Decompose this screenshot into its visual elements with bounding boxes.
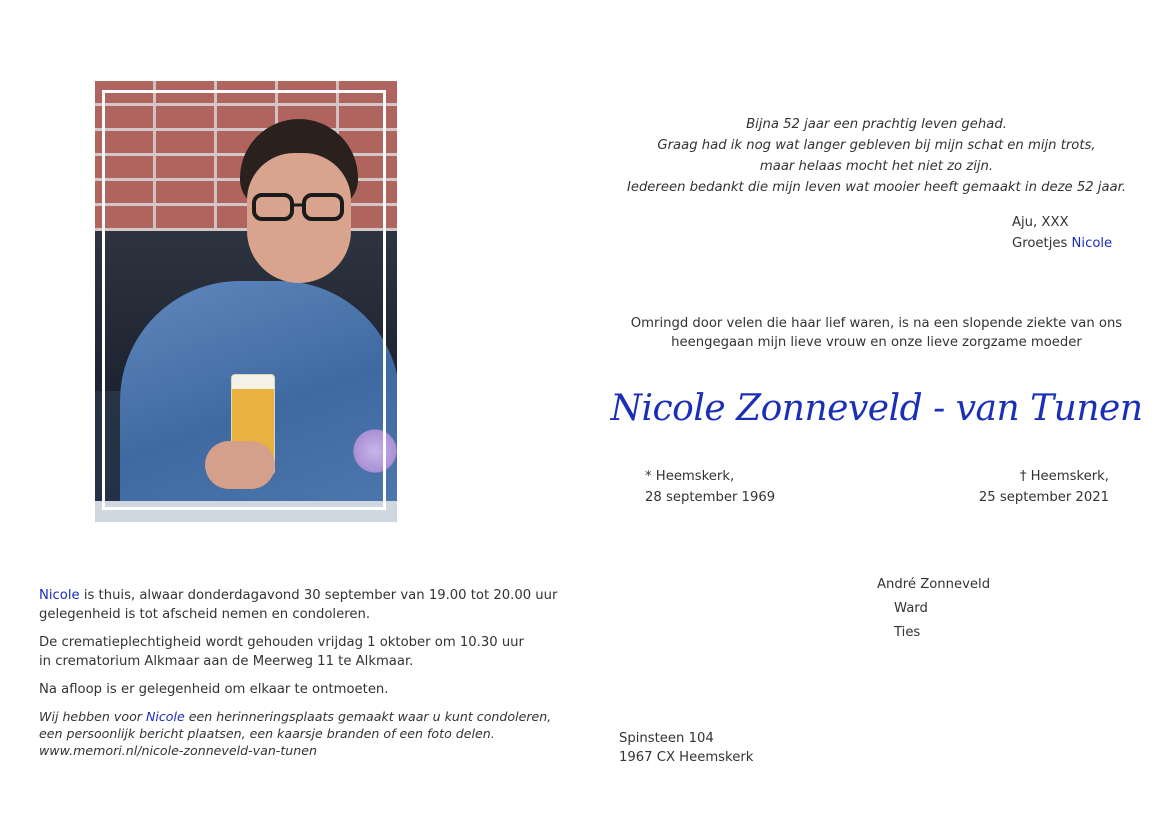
family-member: Ward [894,601,928,616]
memori-text: Wij hebben voor [39,709,146,724]
memori-name: Nicole [145,709,185,724]
portrait-photo [95,81,397,522]
info-name: Nicole [39,588,80,603]
sign-prefix: Groetjes [1012,236,1072,251]
ceremony-info [39,586,579,768]
quote-line: maar helaas mocht het niet zo zijn. [759,159,994,174]
quote-line: Bijna 52 jaar een prachtig leven gehad. [746,117,1007,132]
memori-paragraph [39,708,579,759]
memori-text: een herinneringsplaats gemaakt waar u kunt condoleren, [184,709,552,724]
birth-info [645,466,775,508]
family-member: André Zonneveld [877,577,991,592]
intro-line: heengegaan mijn lieve vrouw en onze lieve zorgzame moeder [671,335,1082,350]
death-info [979,466,1109,508]
address-block [619,729,753,767]
afterward-paragraph: Na afloop is er gelegenheid om elkaar te ontmoeten. [39,682,389,697]
intro-text [600,314,1153,352]
deceased-name: Nicole Zonneveld - van Tunen [610,388,1143,429]
address-street: Spinsteen 104 [619,731,714,746]
quote-line: Graag had ik nog wat langer gebleven bij mijn schat en mijn trots, [657,138,1096,153]
viewing-paragraph [39,586,579,624]
info-text: gelegenheid is tot afscheid nemen en condoleren. [39,607,371,622]
signature-block [1012,212,1112,254]
memori-link[interactable]: www.memori.nl/nicole-zonneveld-van-tunen [39,743,317,758]
memori-text: een persoonlijk bericht plaatsen, een kaarsje branden of een foto delen. [39,726,495,741]
cremation-paragraph [39,633,579,671]
intro-line: Omringd door velen die haar lief waren, is na een slopende ziekte van ons [630,316,1123,331]
sign-name: Nicole [1071,236,1113,251]
quote-line: Iedereen bedankt die mijn leven wat mooier heeft gemaakt in deze 52 jaar. [626,180,1127,195]
quote-block [600,114,1153,198]
death-place: † Heemskerk, [1019,469,1109,484]
info-text: De crematieplechtigheid wordt gehouden vrijdag 1 oktober om 10.30 uur [39,635,524,650]
info-text: in crematorium Alkmaar aan de Meerweg 11 te Alkmaar. [39,654,414,669]
birth-date: 28 september 1969 [645,490,776,505]
address-city: 1967 CX Heemskerk [619,750,754,765]
info-text: is thuis, alwaar donderdagavond 30 september van 19.00 tot 20.00 uur [79,588,558,603]
sign-line: Aju, XXX [1012,215,1069,230]
photo-frame [102,90,386,510]
death-date: 25 september 2021 [978,490,1109,505]
family-member: Ties [894,625,921,640]
sign-line [1012,233,1112,254]
family-list [877,573,990,645]
birth-place: * Heemskerk, [645,469,735,484]
